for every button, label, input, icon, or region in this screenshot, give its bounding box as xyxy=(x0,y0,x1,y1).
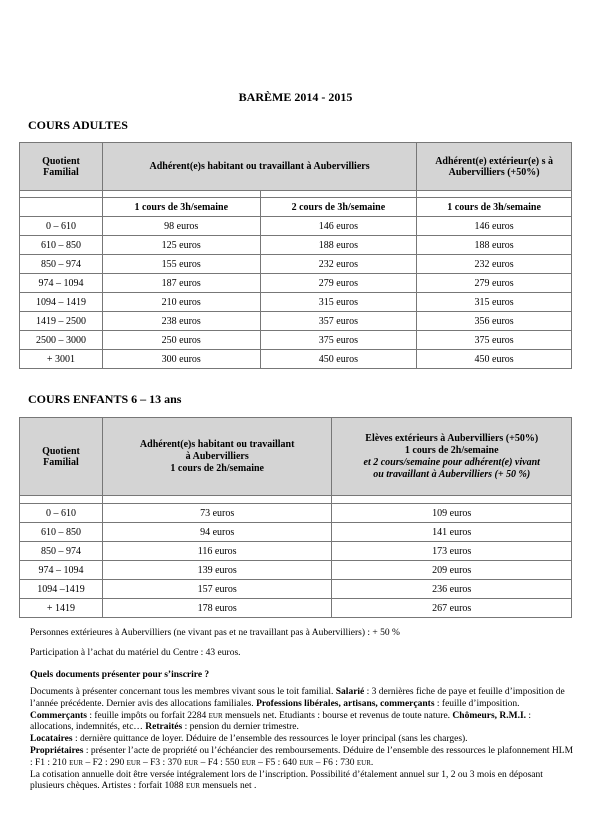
page-title: BARÈME 2014 - 2015 xyxy=(238,90,353,104)
children-col-exterior: Elèves extérieurs à Aubervilliers (+50%) 1 cours de 2h/semaine et 2 cours/semaine pour adhérent(e) vivant ou travaillant à Aubervilliers (+ 50 %) xyxy=(332,418,572,496)
adults-col-qf: Quotient Familial xyxy=(20,143,103,191)
table-row: 1094 – 1419 210 euros 315 euros 315 euros xyxy=(20,293,572,312)
adults-sub-1: 1 cours de 3h/semaine xyxy=(102,198,260,217)
table-row: 1419 – 2500 238 euros 357 euros 356 euros xyxy=(20,312,572,331)
children-heading: COURS ENFANTS 6 – 13 ans xyxy=(28,392,182,406)
children-col-qf: Quotient Familial xyxy=(20,418,103,496)
adults-col-exterior: Adhérent(e) extérieur(e) s à Aubervilliers (+50%) xyxy=(417,143,572,191)
note-exterior: Personnes extérieures à Aubervilliers (ne vivant pas et ne travaillant pas à Aubervilliers) : + 50 % xyxy=(30,628,400,638)
adults-sub-2: 2 cours de 3h/semaine xyxy=(260,198,417,217)
table-row: 610 – 850 125 euros 188 euros 188 euros xyxy=(20,236,572,255)
children-col-resident: Adhérent(e)s habitant ou travaillant à Aubervilliers 1 cours de 2h/semaine xyxy=(102,418,332,496)
table-row: 610 – 850 94 euros 141 euros xyxy=(20,523,572,542)
adults-col-resident: Adhérent(e)s habitant ou travaillant à Aubervilliers xyxy=(102,143,416,191)
adults-sub-3: 1 cours de 3h/semaine xyxy=(417,198,572,217)
table-row: 974 – 1094 139 euros 209 euros xyxy=(20,561,572,580)
table-row: 2500 – 3000 250 euros 375 euros 375 euros xyxy=(20,331,572,350)
table-row: 0 – 610 98 euros 146 euros 146 euros xyxy=(20,217,572,236)
table-row: 974 – 1094 187 euros 279 euros 279 euros xyxy=(20,274,572,293)
table-row: 850 – 974 116 euros 173 euros xyxy=(20,542,572,561)
documents-body: Documents à présenter concernant tous les membres vivant sous le toit familial. Salarié : 3 dernières fiche de paye et feuille d’imposition de l’année précédente. Dernier avis des allocations familiales. Professions libérales, artisans, commerçants : feuille d’imposition. Commerçants : feuille impôts ou forfait 2284 EUR mensuels net. Etudiants : bourse et revenus de toute nature. Chômeurs, R.M.I. : allocations, indemnités, etc… Retraités : pension du dernier trimestre. Locataires : dernière quittance de loyer. Déduire de l’ensemble des ressources le loyer principal (sans les charges). Propriétaires : présenter l’acte de propriété ou l’échéancier des remboursements. Déduire de l’ensemble des ressources le plafonnement HLM : F1 : 210 EUR – F2 : 290 EUR – F3 : 370 EUR – F4 : 550 EUR – F5 : 640 EUR – F6 : 730 EUR. La cotisation annuelle doit être versée intégralement lors de l’inscription. Possibilité d’étalement annuel sur 1, 2 ou 3 mois en déposant plusieurs chèques. Artistes : forfait 1088 EUR mensuels net . xyxy=(30,687,574,792)
table-row: 850 – 974 155 euros 232 euros 232 euros xyxy=(20,255,572,274)
documents-heading: Quels documents présenter pour s’inscrire ? xyxy=(30,670,210,680)
adults-table xyxy=(19,142,572,369)
table-row: 0 – 610 73 euros 109 euros xyxy=(20,504,572,523)
children-table xyxy=(19,417,572,618)
table-row: 1094 –1419 157 euros 236 euros xyxy=(20,580,572,599)
adults-heading: COURS ADULTES xyxy=(28,118,128,132)
table-row: + 1419 178 euros 267 euros xyxy=(20,599,572,618)
note-material: Participation à l’achat du matériel du Centre : 43 euros. xyxy=(30,648,241,658)
table-row: + 3001 300 euros 450 euros 450 euros xyxy=(20,350,572,369)
